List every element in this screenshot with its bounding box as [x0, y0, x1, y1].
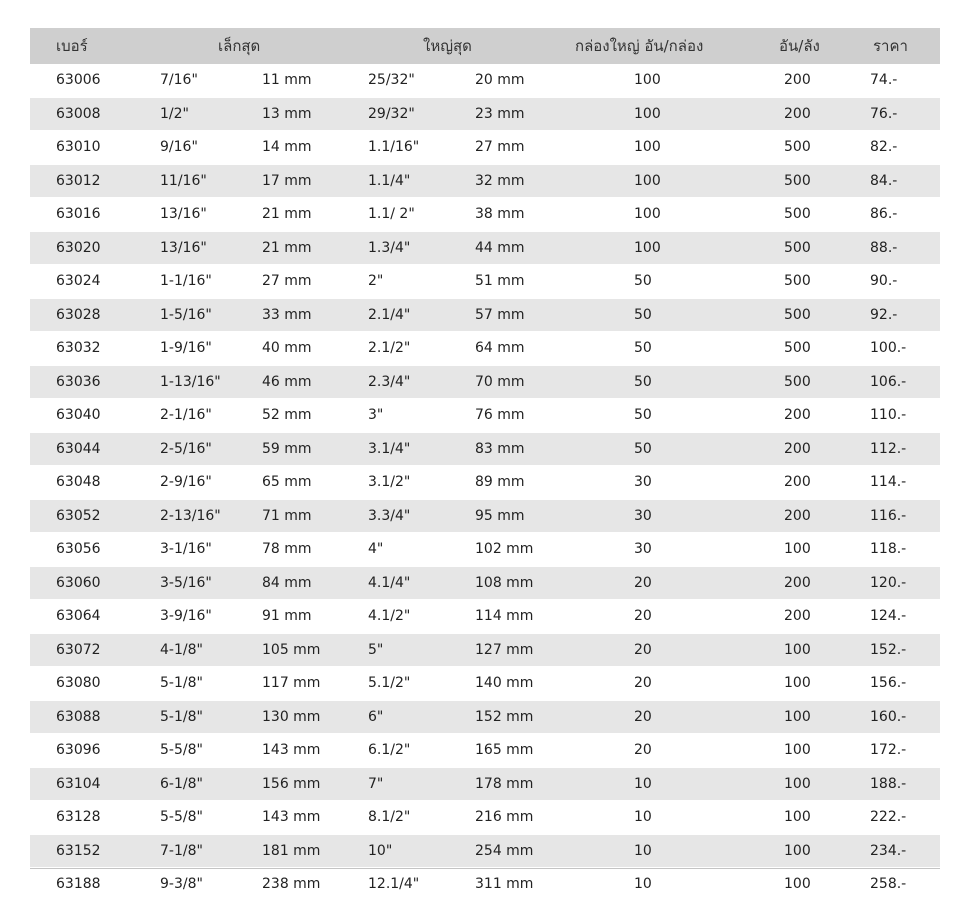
cell-price: 100.- [870, 340, 907, 356]
cell-largest-inch: 3" [368, 407, 384, 423]
cell-number: 63048 [56, 474, 101, 490]
cell-per-box: 20 [634, 641, 652, 658]
cell-per-box: 20 [634, 608, 652, 624]
table-body [30, 64, 940, 902]
cell-largest-inch: 2.1/4" [368, 306, 411, 323]
cell-largest-inch: 25/32" [368, 72, 415, 88]
header-price: ราคา [873, 37, 908, 55]
cell-largest-inch: 2" [368, 273, 384, 289]
cell-per-carton: 200 [784, 474, 811, 490]
cell-per-carton: 500 [784, 273, 811, 289]
cell-smallest-mm: 21 mm [262, 239, 312, 256]
cell-smallest-mm: 21 mm [262, 206, 312, 222]
cell-number: 63080 [56, 675, 101, 691]
cell-per-carton: 200 [784, 407, 811, 423]
cell-per-box: 20 [634, 742, 652, 758]
cell-smallest-inch: 13/16" [160, 239, 207, 256]
cell-smallest-mm: 156 mm [262, 775, 321, 792]
cell-price: 92.- [870, 306, 898, 323]
cell-largest-inch: 29/32" [368, 105, 415, 122]
table-row [30, 801, 940, 835]
table-row [30, 366, 940, 400]
cell-smallest-inch: 5-5/8" [160, 742, 203, 758]
cell-largest-inch: 10" [368, 842, 393, 859]
cell-number: 63188 [56, 876, 101, 892]
cell-number: 63152 [56, 842, 101, 859]
cell-largest-mm: 44 mm [475, 239, 525, 256]
cell-per-carton: 500 [784, 172, 811, 189]
cell-smallest-inch: 2-5/16" [160, 440, 212, 457]
cell-largest-inch: 4.1/2" [368, 608, 411, 624]
cell-smallest-inch: 4-1/8" [160, 641, 203, 658]
cell-smallest-mm: 78 mm [262, 541, 312, 557]
table-row [30, 232, 940, 266]
cell-largest-mm: 152 mm [475, 708, 534, 725]
cell-per-box: 20 [634, 708, 652, 725]
cell-smallest-inch: 3-9/16" [160, 608, 212, 624]
cell-largest-mm: 23 mm [475, 105, 525, 122]
cell-price: 258.- [870, 876, 907, 892]
cell-smallest-inch: 7-1/8" [160, 842, 203, 859]
table-row [30, 768, 940, 802]
cell-number: 63096 [56, 742, 101, 758]
cell-largest-inch: 4.1/4" [368, 574, 411, 591]
cell-smallest-inch: 9/16" [160, 139, 198, 155]
cell-smallest-mm: 59 mm [262, 440, 312, 457]
cell-smallest-mm: 65 mm [262, 474, 312, 490]
table-row [30, 734, 940, 768]
cell-number: 63036 [56, 373, 101, 390]
cell-per-box: 100 [634, 72, 661, 88]
cell-per-box: 100 [634, 239, 661, 256]
cell-smallest-mm: 11 mm [262, 72, 312, 88]
cell-number: 63008 [56, 105, 101, 122]
cell-largest-mm: 311 mm [475, 876, 534, 892]
table-row [30, 567, 940, 601]
cell-number: 63044 [56, 440, 101, 457]
cell-largest-mm: 102 mm [475, 541, 534, 557]
cell-largest-mm: 140 mm [475, 675, 534, 691]
cell-price: 116.- [870, 507, 907, 524]
table-row [30, 701, 940, 735]
cell-price: 160.- [870, 708, 907, 725]
cell-smallest-mm: 238 mm [262, 876, 321, 892]
cell-number: 63060 [56, 574, 101, 591]
cell-largest-mm: 95 mm [475, 507, 525, 524]
cell-smallest-mm: 46 mm [262, 373, 312, 390]
table-row [30, 533, 940, 567]
header-largest: ใหญ่สุด [423, 37, 472, 55]
cell-price: 152.- [870, 641, 907, 658]
cell-per-carton: 200 [784, 608, 811, 624]
table-bottom-rule [30, 868, 940, 869]
table-row [30, 64, 940, 98]
cell-largest-mm: 38 mm [475, 206, 525, 222]
cell-largest-inch: 1.1/16" [368, 139, 420, 155]
table-row [30, 198, 940, 232]
cell-largest-mm: 32 mm [475, 172, 525, 189]
cell-smallest-mm: 91 mm [262, 608, 312, 624]
cell-number: 63032 [56, 340, 101, 356]
cell-smallest-inch: 3-1/16" [160, 541, 212, 557]
cell-largest-inch: 3.1/4" [368, 440, 411, 457]
cell-number: 63128 [56, 809, 101, 825]
cell-per-carton: 100 [784, 876, 811, 892]
cell-largest-inch: 5" [368, 641, 384, 658]
header-smallest: เล็กสุด [218, 37, 261, 55]
cell-smallest-mm: 13 mm [262, 105, 312, 122]
cell-per-box: 50 [634, 373, 652, 390]
cell-number: 63056 [56, 541, 101, 557]
cell-per-carton: 500 [784, 239, 811, 256]
cell-per-carton: 500 [784, 306, 811, 323]
cell-number: 63012 [56, 172, 101, 189]
cell-number: 63052 [56, 507, 101, 524]
cell-largest-mm: 76 mm [475, 407, 525, 423]
table-row [30, 868, 940, 902]
cell-per-box: 100 [634, 139, 661, 155]
cell-largest-mm: 108 mm [475, 574, 534, 591]
cell-per-box: 20 [634, 675, 652, 691]
cell-largest-mm: 254 mm [475, 842, 534, 859]
cell-smallest-inch: 6-1/8" [160, 775, 203, 792]
table-row [30, 500, 940, 534]
table-row [30, 634, 940, 668]
cell-price: 106.- [870, 373, 907, 390]
cell-largest-mm: 83 mm [475, 440, 525, 457]
cell-per-carton: 100 [784, 641, 811, 658]
cell-per-box: 100 [634, 172, 661, 189]
cell-number: 63088 [56, 708, 101, 725]
cell-price: 124.- [870, 608, 907, 624]
cell-per-carton: 500 [784, 340, 811, 356]
cell-per-box: 50 [634, 407, 652, 423]
cell-per-box: 50 [634, 306, 652, 323]
cell-smallest-mm: 130 mm [262, 708, 321, 725]
cell-price: 76.- [870, 105, 898, 122]
header-per-carton: อัน/ลัง [779, 37, 820, 55]
cell-price: 172.- [870, 742, 907, 758]
cell-per-box: 10 [634, 775, 652, 792]
cell-price: 114.- [870, 474, 907, 490]
price-table [30, 28, 940, 902]
table-row [30, 265, 940, 299]
cell-largest-inch: 7" [368, 775, 384, 792]
cell-price: 234.- [870, 842, 907, 859]
cell-price: 88.- [870, 239, 898, 256]
cell-per-box: 10 [634, 809, 652, 825]
cell-per-box: 50 [634, 340, 652, 356]
cell-price: 222.- [870, 809, 907, 825]
cell-smallest-mm: 105 mm [262, 641, 321, 658]
cell-per-carton: 100 [784, 742, 811, 758]
cell-smallest-inch: 1-13/16" [160, 373, 221, 390]
cell-smallest-inch: 1-9/16" [160, 340, 212, 356]
header-number: เบอร์ [56, 37, 88, 55]
cell-price: 118.- [870, 541, 907, 557]
cell-largest-inch: 6.1/2" [368, 742, 411, 758]
cell-smallest-mm: 181 mm [262, 842, 321, 859]
cell-smallest-mm: 33 mm [262, 306, 312, 323]
cell-price: 82.- [870, 139, 898, 155]
cell-largest-inch: 3.1/2" [368, 474, 411, 490]
cell-smallest-inch: 7/16" [160, 72, 198, 88]
cell-largest-inch: 8.1/2" [368, 809, 411, 825]
cell-price: 156.- [870, 675, 907, 691]
cell-per-box: 30 [634, 541, 652, 557]
cell-number: 63006 [56, 72, 101, 88]
cell-smallest-mm: 40 mm [262, 340, 312, 356]
cell-number: 63028 [56, 306, 101, 323]
cell-smallest-inch: 3-5/16" [160, 574, 212, 591]
cell-price: 74.- [870, 72, 898, 88]
table-row [30, 165, 940, 199]
cell-smallest-inch: 5-1/8" [160, 675, 203, 691]
cell-smallest-mm: 52 mm [262, 407, 312, 423]
cell-smallest-inch: 2-1/16" [160, 407, 212, 423]
cell-smallest-inch: 2-9/16" [160, 474, 212, 490]
cell-per-carton: 200 [784, 72, 811, 88]
table-row [30, 332, 940, 366]
cell-smallest-mm: 84 mm [262, 574, 312, 591]
cell-number: 63072 [56, 641, 101, 658]
cell-smallest-mm: 27 mm [262, 273, 312, 289]
cell-number: 63010 [56, 139, 101, 155]
cell-smallest-inch: 5-5/8" [160, 809, 203, 825]
cell-smallest-mm: 143 mm [262, 742, 321, 758]
cell-largest-mm: 178 mm [475, 775, 534, 792]
cell-largest-mm: 20 mm [475, 72, 525, 88]
cell-per-carton: 100 [784, 541, 811, 557]
table-row [30, 466, 940, 500]
cell-per-carton: 100 [784, 809, 811, 825]
cell-price: 110.- [870, 407, 907, 423]
cell-largest-mm: 216 mm [475, 809, 534, 825]
cell-per-carton: 200 [784, 574, 811, 591]
cell-smallest-inch: 5-1/8" [160, 708, 203, 725]
table-row [30, 835, 940, 869]
cell-largest-mm: 57 mm [475, 306, 525, 323]
header-per-box: กล่องใหญ่ อัน/กล่อง [575, 37, 704, 55]
cell-smallest-mm: 117 mm [262, 675, 321, 691]
cell-number: 63020 [56, 239, 101, 256]
cell-per-box: 100 [634, 206, 661, 222]
cell-largest-inch: 2.1/2" [368, 340, 411, 356]
cell-largest-mm: 114 mm [475, 608, 534, 624]
cell-price: 90.- [870, 273, 898, 289]
cell-largest-mm: 89 mm [475, 474, 525, 490]
table-row [30, 600, 940, 634]
cell-per-box: 10 [634, 842, 652, 859]
table-header [30, 28, 940, 64]
cell-largest-inch: 1.1/ 2" [368, 206, 415, 222]
cell-smallest-inch: 11/16" [160, 172, 207, 189]
cell-number: 63024 [56, 273, 101, 289]
table-row [30, 399, 940, 433]
cell-per-carton: 500 [784, 139, 811, 155]
cell-largest-mm: 127 mm [475, 641, 534, 658]
cell-price: 188.- [870, 775, 907, 792]
cell-per-box: 30 [634, 507, 652, 524]
cell-largest-inch: 3.3/4" [368, 507, 411, 524]
cell-largest-inch: 1.3/4" [368, 239, 411, 256]
cell-per-carton: 500 [784, 373, 811, 390]
cell-smallest-mm: 71 mm [262, 507, 312, 524]
cell-per-box: 50 [634, 273, 652, 289]
cell-per-carton: 100 [784, 708, 811, 725]
cell-number: 63104 [56, 775, 101, 792]
cell-number: 63064 [56, 608, 101, 624]
cell-per-box: 30 [634, 474, 652, 490]
cell-largest-inch: 6" [368, 708, 384, 725]
cell-largest-inch: 2.3/4" [368, 373, 411, 390]
cell-per-carton: 100 [784, 675, 811, 691]
cell-smallest-inch: 13/16" [160, 206, 207, 222]
cell-price: 84.- [870, 172, 898, 189]
cell-smallest-inch: 1-5/16" [160, 306, 212, 323]
cell-largest-inch: 12.1/4" [368, 876, 420, 892]
cell-per-box: 100 [634, 105, 661, 122]
cell-number: 63016 [56, 206, 101, 222]
cell-per-box: 50 [634, 440, 652, 457]
cell-per-carton: 200 [784, 105, 811, 122]
cell-number: 63040 [56, 407, 101, 423]
cell-smallest-inch: 2-13/16" [160, 507, 221, 524]
cell-price: 86.- [870, 206, 898, 222]
cell-largest-mm: 70 mm [475, 373, 525, 390]
table-row [30, 667, 940, 701]
cell-largest-inch: 1.1/4" [368, 172, 411, 189]
cell-per-carton: 100 [784, 842, 811, 859]
cell-smallest-mm: 14 mm [262, 139, 312, 155]
cell-price: 120.- [870, 574, 907, 591]
cell-per-box: 20 [634, 574, 652, 591]
cell-per-carton: 500 [784, 206, 811, 222]
table-row [30, 299, 940, 333]
cell-largest-mm: 64 mm [475, 340, 525, 356]
cell-largest-inch: 5.1/2" [368, 675, 411, 691]
cell-smallest-mm: 17 mm [262, 172, 312, 189]
cell-largest-mm: 51 mm [475, 273, 525, 289]
cell-per-carton: 200 [784, 440, 811, 457]
table-row [30, 131, 940, 165]
cell-per-carton: 200 [784, 507, 811, 524]
table-row [30, 98, 940, 132]
cell-per-carton: 100 [784, 775, 811, 792]
table-row [30, 433, 940, 467]
cell-smallest-inch: 1/2" [160, 105, 189, 122]
cell-per-box: 10 [634, 876, 652, 892]
cell-price: 112.- [870, 440, 907, 457]
cell-smallest-inch: 9-3/8" [160, 876, 203, 892]
cell-largest-mm: 27 mm [475, 139, 525, 155]
cell-smallest-mm: 143 mm [262, 809, 321, 825]
cell-largest-mm: 165 mm [475, 742, 534, 758]
cell-largest-inch: 4" [368, 541, 384, 557]
cell-smallest-inch: 1-1/16" [160, 273, 212, 289]
